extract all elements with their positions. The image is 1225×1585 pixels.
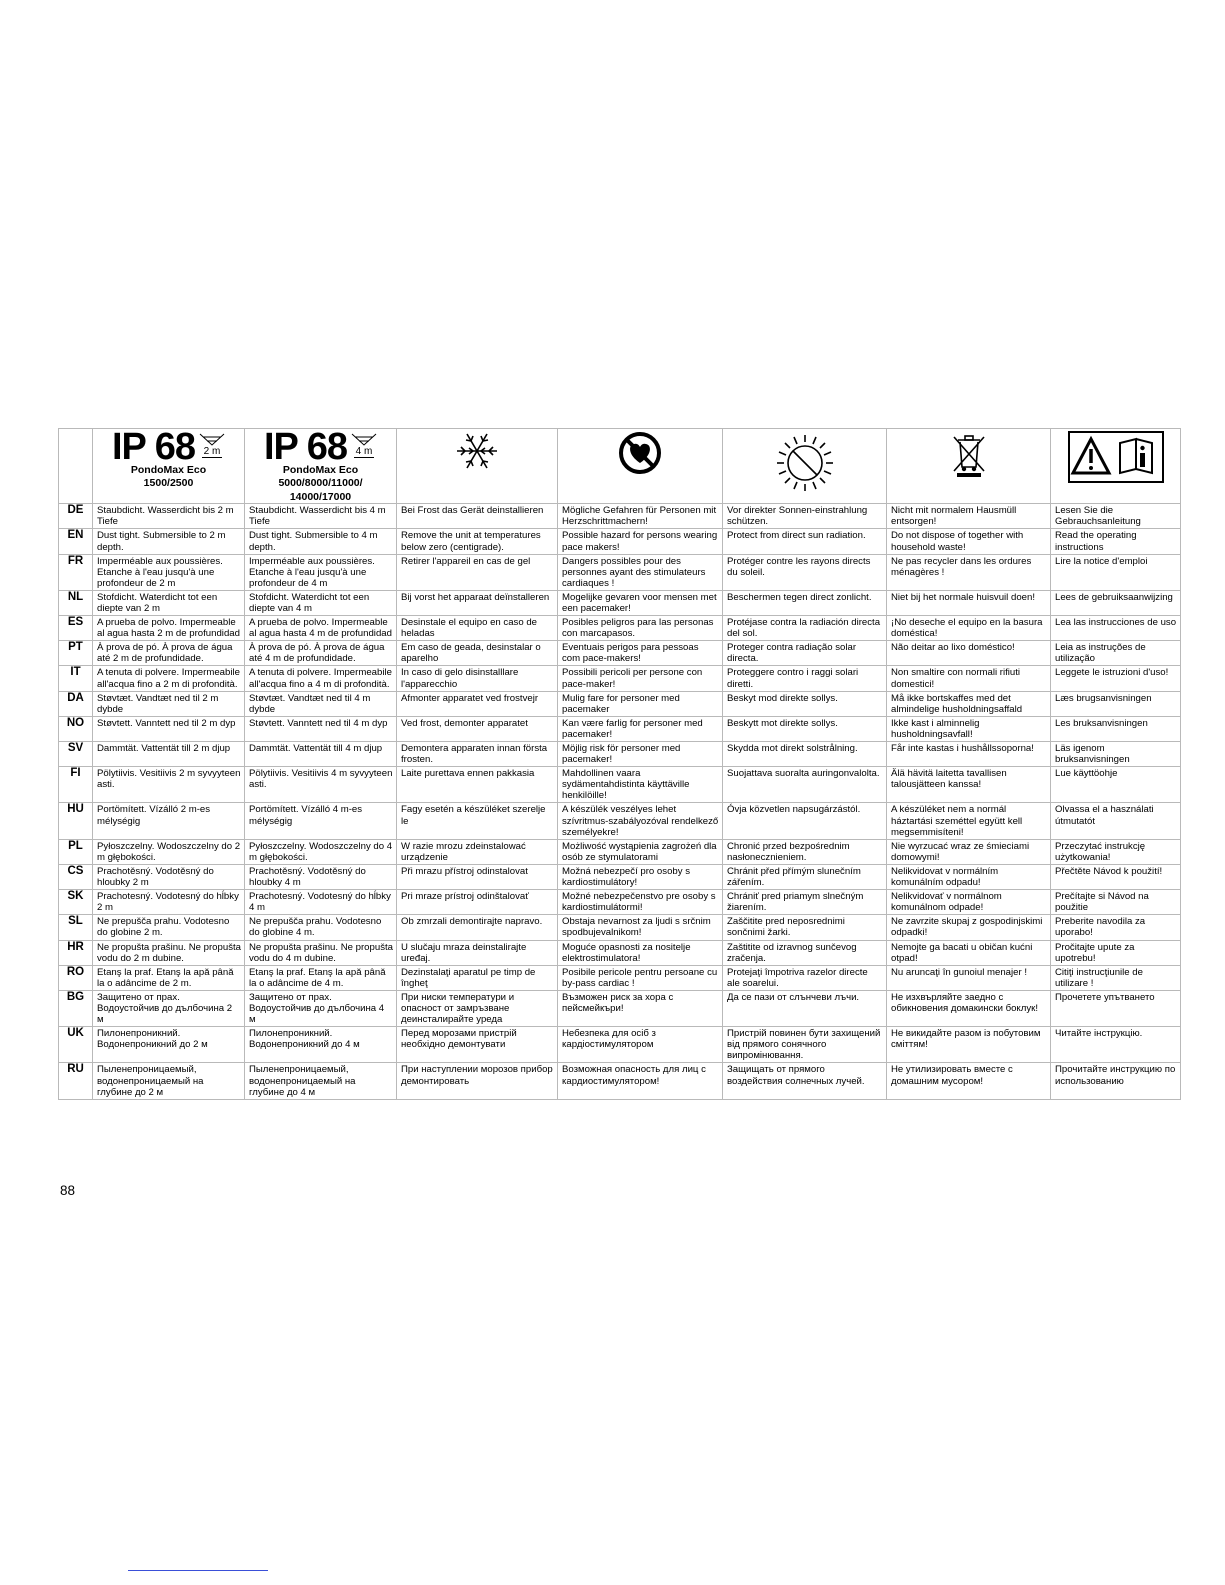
ip68-2m-header <box>93 426 245 504</box>
table-cell: Pri mraze prístroj odinštalovať <box>397 890 558 915</box>
table-cell: Lees de gebruiksaanwijzing <box>1051 590 1181 615</box>
table-cell: Leggete le istruzioni d'uso! <box>1051 666 1181 691</box>
table-cell: Prachotěsný. Vodotěsný do hloubky 4 m <box>245 864 397 889</box>
language-code: BG <box>59 990 93 1026</box>
table-cell: Afmonter apparatet ved frostvejr <box>397 691 558 716</box>
language-code: CS <box>59 864 93 889</box>
table-row <box>59 1027 1181 1063</box>
table-cell: Etanş la praf. Etanş la apă până la o adâncime de 2 m. <box>93 965 245 990</box>
table-row <box>59 767 1181 803</box>
table-row <box>59 890 1181 915</box>
table-cell: Citiţi instrucţiunile de utilizare ! <box>1051 965 1181 990</box>
table-row <box>59 616 1181 641</box>
table-cell: Stofdicht. Waterdicht tot een diepte van 2 m <box>93 590 245 615</box>
table-cell: Demontera apparaten innan första frosten. <box>397 742 558 767</box>
table-row <box>59 691 1181 716</box>
language-code: FI <box>59 767 93 803</box>
language-code: IT <box>59 666 93 691</box>
table-cell: Przeczytać instrukcję użytkowania! <box>1051 839 1181 864</box>
table-cell: Preberite navodila za uporabo! <box>1051 915 1181 940</box>
language-code: DA <box>59 691 93 716</box>
table-cell: Protéjase contra la radiación directa del sol. <box>723 616 887 641</box>
language-code: EN <box>59 529 93 554</box>
table-cell: Dust tight. Submersible to 2 m depth. <box>93 529 245 554</box>
table-cell: Mogelijke gevaren voor mensen met een pacemaker! <box>558 590 723 615</box>
no-pacemaker-icon <box>618 431 662 475</box>
ip-code: IP 68 <box>111 426 196 468</box>
language-code: FR <box>59 554 93 590</box>
table-cell: Ne prepušča prahu. Vodotesno do globine 4 m. <box>245 915 397 940</box>
table-cell: A tenuta di polvere. Impermeabile all'acqua fino a 2 m di profondità. <box>93 666 245 691</box>
table-row <box>59 940 1181 965</box>
table-cell: Em caso de geada, desinstalar o aparelho <box>397 641 558 666</box>
language-code: NL <box>59 590 93 615</box>
table-cell: Możliwość wystąpienia zagrożeń dla osób ze stymulatorami <box>558 839 723 864</box>
table-cell: Vor direkter Sonnen-einstrahlung schützen. <box>723 504 887 529</box>
language-code: PT <box>59 641 93 666</box>
footer-rule <box>128 1570 268 1571</box>
ip-code: IP 68 <box>263 426 348 468</box>
table-cell: Støvtett. Vanntett ned til 2 m dyp <box>93 716 245 741</box>
table-cell: Beskytt mot direkte sollys. <box>723 716 887 741</box>
header-row <box>59 429 1181 504</box>
table-cell: Läs igenom bruksanvisningen <box>1051 742 1181 767</box>
language-code: PL <box>59 839 93 864</box>
table-cell: Защищать от прямого воздействия солнечных лучей. <box>723 1063 887 1099</box>
language-code: UK <box>59 1027 93 1063</box>
table-cell: Posibile pericole pentru persoane cu by-pass cardiac ! <box>558 965 723 990</box>
table-cell: Dammtät. Vattentät till 4 m djup <box>245 742 397 767</box>
sun-header <box>723 429 887 504</box>
depth-triangle-icon <box>199 433 225 447</box>
table-cell: Proteger contra radiação solar directa. <box>723 641 887 666</box>
table-row <box>59 716 1181 741</box>
language-code: RU <box>59 1063 93 1099</box>
table-cell: Перед морозами пристрій необхідно демонтувати <box>397 1027 558 1063</box>
language-code: SL <box>59 915 93 940</box>
table-cell: Ne prepušča prahu. Vodotesno do globine 2 m. <box>93 915 245 940</box>
table-cell: Mahdollinen vaara sydämentahdistinta käyttäville henkilöille! <box>558 767 723 803</box>
table-cell: Ne propušta prašinu. Ne propušta vodu do 4 m dubine. <box>245 940 397 965</box>
table-cell: Beschermen tegen direct zonlicht. <box>723 590 887 615</box>
table-cell: Portömített. Vízálló 2 m-es mélységig <box>93 803 245 839</box>
table-cell: Pyłoszczelny. Wodoszczelny do 2 m głębokości. <box>93 839 245 864</box>
table-cell: Možná nebezpečí pro osoby s kardiostimulátory! <box>558 864 723 889</box>
language-code: SK <box>59 890 93 915</box>
table-cell: Proteggere contro i raggi solari diretti. <box>723 666 887 691</box>
table-row <box>59 554 1181 590</box>
table-cell: Да се пази от слънчеви лъчи. <box>723 990 887 1026</box>
table-cell: Älä hävitä laitetta tavallisen talousjätteen kanssa! <box>887 767 1051 803</box>
table-cell: Dust tight. Submersible to 4 m depth. <box>245 529 397 554</box>
depth-label: 2 m <box>203 446 221 457</box>
table-cell: Защитено от прах. Водоустойчив до дълбочина 4 м <box>245 990 397 1026</box>
table-cell: Må ikke bortskaffes med det almindelige husholdningsaffald <box>887 691 1051 716</box>
table-cell: ¡No deseche el equipo en la basura doméstica! <box>887 616 1051 641</box>
table-cell: Прочитайте инструкцию по использованию <box>1051 1063 1181 1099</box>
table-cell: Pölytiivis. Vesitiivis 4 m syvyyteen asti. <box>245 767 397 803</box>
model-name: PondoMax Eco <box>130 464 207 476</box>
table-row <box>59 990 1181 1026</box>
table-cell: Възможен риск за хора с пейсмейкъри! <box>558 990 723 1026</box>
table-cell: Óvja közvetlen napsugárzástól. <box>723 803 887 839</box>
manual-header <box>1051 429 1181 504</box>
table-cell: Bij vorst het apparaat deïnstalleren <box>397 590 558 615</box>
safety-symbols-table <box>58 428 1181 1100</box>
table-row <box>59 839 1181 864</box>
table-cell: Staubdicht. Wasserdicht bis 4 m Tiefe <box>245 504 397 529</box>
table-cell: Dangers possibles pour des personnes ayant des stimulateurs cardiaques ! <box>558 554 723 590</box>
table-cell: Ob zmrzali demontirajte napravo. <box>397 915 558 940</box>
table-cell: Zaščitite pred neposrednimi sončnimi žarki. <box>723 915 887 940</box>
table-cell: A prueba de polvo. Impermeable al agua hasta 4 m de profundidad <box>245 616 397 641</box>
table-cell: Possibili pericoli per persone con pace-maker! <box>558 666 723 691</box>
table-row <box>59 864 1181 889</box>
table-cell: Imperméable aux poussières. Etanche à l'eau jusqu'à une profondeur de 4 m <box>245 554 397 590</box>
table-cell: Protéger contre les rayons directs du soleil. <box>723 554 887 590</box>
ip68-4m-header <box>245 426 397 504</box>
table-cell: Do not dispose of together with household waste! <box>887 529 1051 554</box>
table-cell: Zaštitite od izravnog sunčevog zračenja. <box>723 940 887 965</box>
language-code: NO <box>59 716 93 741</box>
table-cell: Posibles peligros para las personas con marcapasos. <box>558 616 723 641</box>
table-cell: Støvtæt. Vandtæt ned til 4 m dybde <box>245 691 397 716</box>
no-sun-icon <box>773 431 837 495</box>
table-cell: A prueba de polvo. Impermeable al agua hasta 2 m de profundidad <box>93 616 245 641</box>
table-cell: Les bruksanvisningen <box>1051 716 1181 741</box>
table-cell: Suojattava suoralta auringonvalolta. <box>723 767 887 803</box>
table-cell: Не изхвърляйте заедно с обикновения домакински боклук! <box>887 990 1051 1026</box>
table-row <box>59 803 1181 839</box>
table-cell: Laite purettava ennen pakkasia <box>397 767 558 803</box>
table-cell: Lire la notice d'emploi <box>1051 554 1181 590</box>
table-cell: Desinstale el equipo en caso de heladas <box>397 616 558 641</box>
table-row <box>59 641 1181 666</box>
table-cell: W razie mrozu zdeinstalować urządzenie <box>397 839 558 864</box>
table-cell: Pyłoszczelny. Wodoszczelny do 4 m głębokości. <box>245 839 397 864</box>
table-cell: Ved frost, demonter apparatet <box>397 716 558 741</box>
table-row <box>59 504 1181 529</box>
table-cell: Leia as instruções de utilização <box>1051 641 1181 666</box>
table-cell: Přečtěte Návod k použití! <box>1051 864 1181 889</box>
crossed-bin-icon <box>949 431 989 477</box>
table-row <box>59 590 1181 615</box>
table-row <box>59 742 1181 767</box>
table-cell: Staubdicht. Wasserdicht bis 2 m Tiefe <box>93 504 245 529</box>
table-cell: Пристрій повинен бути захищений від прямого сонячного випромінювання. <box>723 1027 887 1063</box>
table-cell: Пыленепроницаемый, водонепроницаемый на глубине до 2 м <box>93 1063 245 1099</box>
table-cell: À prova de pó. À prova de água até 2 m de profundidade. <box>93 641 245 666</box>
table-cell: Prachotesný. Vodotesný do hĺbky 4 m <box>245 890 397 915</box>
language-code: ES <box>59 616 93 641</box>
table-cell: Protect from direct sun radiation. <box>723 529 887 554</box>
table-cell: Lea las instrucciones de uso <box>1051 616 1181 641</box>
table-cell: A készüléket nem a normál háztartási szeméttel együtt kell megsemmisíteni! <box>887 803 1051 839</box>
table-cell: Olvassa el a használati útmutatót <box>1051 803 1181 839</box>
table-cell: U slučaju mraza deinstalirajte uređaj. <box>397 940 558 965</box>
model-name: PondoMax Eco <box>282 464 359 476</box>
table-cell: Pölytiivis. Vesitiivis 2 m syvyyteen asti. <box>93 767 245 803</box>
table-cell: Možné nebezpečenstvo pre osoby s kardiostimulátormi! <box>558 890 723 915</box>
table-cell: In caso di gelo disinstalllare l'apparecchio <box>397 666 558 691</box>
table-cell: Mulig fare for personer med pacemaker <box>558 691 723 716</box>
table-cell: Möjlig risk för personer med pacemaker! <box>558 742 723 767</box>
table-cell: Pročitajte upute za upotrebu! <box>1051 940 1181 965</box>
table-cell: Не викидайте разом із побутовим сміттям! <box>887 1027 1051 1063</box>
table-cell: Nelikvidovať v normálnom komunálnom odpade! <box>887 890 1051 915</box>
table-cell: Não deitar ao lixo doméstico! <box>887 641 1051 666</box>
language-code: HR <box>59 940 93 965</box>
depth-label: 4 m <box>355 446 373 457</box>
table-row <box>59 666 1181 691</box>
warning-read-manual-icon <box>1068 431 1164 483</box>
table-cell: Chronić przed bezpośrednim nasłonecznieniem. <box>723 839 887 864</box>
table-cell: Защитено от прах. Водоустойчив до дълбочина 2 м <box>93 990 245 1026</box>
table-cell: Не утилизировать вместе с домашним мусором! <box>887 1063 1051 1099</box>
table-cell: Protejaţi împotriva razelor directe ale soarelui. <box>723 965 887 990</box>
header-empty-cell <box>59 429 93 504</box>
table-cell: Пилонепроникний. Водонепроникний до 4 м <box>245 1027 397 1063</box>
table-cell: Chránit před přímým slunečním zářením. <box>723 864 887 889</box>
table-cell: Lue käyttöohje <box>1051 767 1181 803</box>
table-cell: Støvtett. Vanntett ned til 4 m dyp <box>245 716 397 741</box>
table-cell: Dammtät. Vattentät till 2 m djup <box>93 742 245 767</box>
table-cell: Прочетете упътването <box>1051 990 1181 1026</box>
table-cell: Remove the unit at temperatures below zero (centigrade). <box>397 529 558 554</box>
disposal-header <box>887 429 1051 504</box>
table-cell: Prachotesný. Vodotesný do hĺbky 2 m <box>93 890 245 915</box>
table-cell: Støvtæt. Vandtæt ned til 2 m dybde <box>93 691 245 716</box>
table-cell: Obstaja nevarnost za ljudi s srčnim spodbujevalnikom! <box>558 915 723 940</box>
table-cell: Dezinstalaţi aparatul pe timp de îngheţ <box>397 965 558 990</box>
table-cell: Kan være farlig for personer med pacemaker! <box>558 716 723 741</box>
pacemaker-header <box>558 429 723 504</box>
table-cell: Fagy esetén a készüléket szerelje le <box>397 803 558 839</box>
table-row <box>59 1063 1181 1099</box>
table-cell: Ne zavrzite skupaj z gospodinjskimi odpadki! <box>887 915 1051 940</box>
table-cell: Пыленепроницаемый, водонепроницаемый на глубине до 4 м <box>245 1063 397 1099</box>
table-cell: Mögliche Gefahren für Personen mit Herzschrittmachern! <box>558 504 723 529</box>
snowflake-icon <box>449 431 505 471</box>
table-cell: Læs brugsanvisningen <box>1051 691 1181 716</box>
table-cell: Skydda mot direkt solstrålning. <box>723 742 887 767</box>
depth-triangle-icon <box>351 433 377 447</box>
table-cell: Eventuais perigos para pessoas com pace-makers! <box>558 641 723 666</box>
table-cell: Читайте інструкцію. <box>1051 1027 1181 1063</box>
table-cell: Ne pas recycler dans les ordures ménagères ! <box>887 554 1051 590</box>
table-cell: Read the operating instructions <box>1051 529 1181 554</box>
table-cell: Lesen Sie die Gebrauchsanleitung <box>1051 504 1181 529</box>
table-cell: Chrániť pred priamym slnečným žiarením. <box>723 890 887 915</box>
table-cell: При ниски температури и опасност от замръзване деинсталирайте уреда <box>397 990 558 1026</box>
language-code: SV <box>59 742 93 767</box>
model-sizes-line2: 14000/17000 <box>289 490 352 503</box>
table-cell: Niet bij het normale huisvuil doen! <box>887 590 1051 615</box>
model-sizes-line1: 5000/8000/11000/ <box>278 477 363 490</box>
table-cell: Etanş la praf. Etanş la apă până la o adâncime de 4 m. <box>245 965 397 990</box>
table-cell: Bei Frost das Gerät deinstallieren <box>397 504 558 529</box>
table-cell: Nicht mit normalem Hausmüll entsorgen! <box>887 504 1051 529</box>
table-cell: Får inte kastas i hushållssoporna! <box>887 742 1051 767</box>
table-cell: Imperméable aux poussières. Etanche à l'eau jusqu'à une profondeur de 2 m <box>93 554 245 590</box>
page-number: 88 <box>60 1183 76 1198</box>
table-cell: Nu aruncaţi în gunoiul menajer ! <box>887 965 1051 990</box>
model-sizes: 1500/2500 <box>143 477 194 490</box>
table-cell: Při mrazu přístroj odinstalovat <box>397 864 558 889</box>
table-cell: Moguće opasnosti za nositelje elektrostimulatora! <box>558 940 723 965</box>
table-cell: Небезпека для осіб з кардіостимулятором <box>558 1027 723 1063</box>
table-cell: Retirer l'appareil en cas de gel <box>397 554 558 590</box>
table-cell: Nemojte ga bacati u običan kućni otpad! <box>887 940 1051 965</box>
language-code: DE <box>59 504 93 529</box>
table-cell: Portömített. Vízálló 4 m-es mélységig <box>245 803 397 839</box>
table-cell: À prova de pó. À prova de água até 4 m de profundidade. <box>245 641 397 666</box>
language-code: HU <box>59 803 93 839</box>
table-cell: A tenuta di polvere. Impermeabile all'acqua fino a 4 m di profondità. <box>245 666 397 691</box>
table-cell: Пилонепроникний. Водонепроникний до 2 м <box>93 1027 245 1063</box>
table-cell: Beskyt mod direkte sollys. <box>723 691 887 716</box>
table-cell: Prachotěsný. Vodotěsný do hloubky 2 m <box>93 864 245 889</box>
table-cell: Ne propušta prašinu. Ne propušta vodu do 2 m dubine. <box>93 940 245 965</box>
table-cell: Stofdicht. Waterdicht tot een diepte van 4 m <box>245 590 397 615</box>
table-row <box>59 529 1181 554</box>
table-cell: Nelikvidovat v normálním komunálním odpadu! <box>887 864 1051 889</box>
table-cell: Possible hazard for persons wearing pace makers! <box>558 529 723 554</box>
table-cell: Ikke kast i alminnelig husholdningsavfall! <box>887 716 1051 741</box>
table-row <box>59 915 1181 940</box>
language-code: RO <box>59 965 93 990</box>
table-cell: Возможная опасность для лиц с кардиостимулятором! <box>558 1063 723 1099</box>
table-cell: Non smaltire con normali rifiuti domestici! <box>887 666 1051 691</box>
table-cell: Nie wyrzucać wraz ze śmieciami domowymi! <box>887 839 1051 864</box>
table-cell: A készülék veszélyes lehet szívritmus-szabályozóval rendelkező személyekre! <box>558 803 723 839</box>
table-row <box>59 965 1181 990</box>
table-cell: Prečítajte si Návod na použitie <box>1051 890 1181 915</box>
frost-header <box>397 429 558 504</box>
table-cell: При наступлении морозов прибор демонтировать <box>397 1063 558 1099</box>
